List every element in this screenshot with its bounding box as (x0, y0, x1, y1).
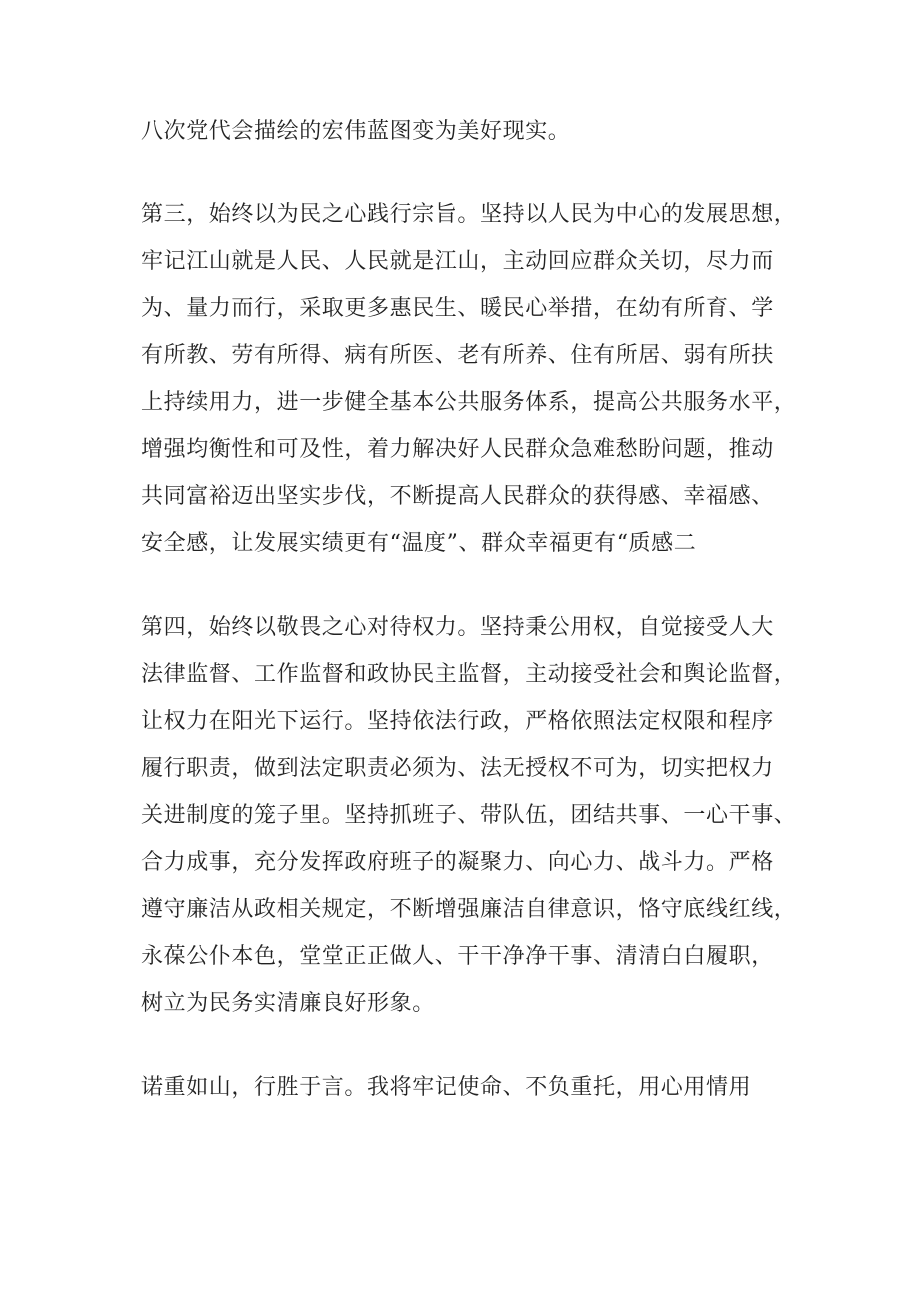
paragraph-line: 八次党代会描绘的宏伟蓝图变为美好现实。 (141, 119, 571, 144)
paragraph-line: 安全感，让发展实绩更有“温度”、群众幸福更有“质感二 (141, 531, 697, 556)
paragraph-line: 共同富裕迈出坚实步伐，不断提高人民群众的获得感、幸福感、 (141, 484, 774, 509)
paragraph-line: 增强均衡性和可及性，着力解决好人民群众急难愁盼问题，推动 (141, 437, 774, 462)
paragraph-line: 履行职责，做到法定职责必须为、法无授权不可为，切实把权力 (141, 756, 774, 781)
paragraph-line: 有所教、劳有所得、病有所医、老有所养、住有所居、弱有所扶 (141, 343, 774, 368)
paragraph-line: 牢记江山就是人民、人民就是江山，主动回应群众关切，尽力而 (141, 249, 774, 274)
paragraph-line: 让权力在阳光下运行。坚持依法行政，严格依照法定权限和程序 (141, 709, 774, 734)
paragraph-line: 第三，始终以为民之心践行宗旨。坚持以人民为中心的发展思想， (141, 202, 797, 227)
paragraph-line: 为、量力而行，采取更多惠民生、暖民心举措，在幼有所育、学 (141, 296, 774, 321)
paragraph-line: 上持续用力，进一步健全基本公共服务体系，提高公共服务水平， (141, 390, 797, 415)
paragraph-line: 树立为民务实清廉良好形象。 (141, 991, 435, 1016)
paragraph-line: 关进制度的笼子里。坚持抓班子、带队伍，团结共事、一心干事、 (141, 803, 797, 828)
paragraph-line: 永葆公仆本色，堂堂正正做人、干干净净干事、清清白白履职， (141, 944, 774, 969)
paragraph-line: 合力成事，充分发挥政府班子的凝聚力、向心力、战斗力。严格 (141, 850, 774, 875)
paragraph-line: 第四，始终以敬畏之心对待权力。坚持秉公用权，自觉接受人大 (141, 615, 774, 640)
paragraph-line: 法律监督、工作监督和政协民主监督，主动接受社会和舆论监督， (141, 662, 797, 687)
paragraph-line: 遵守廉洁从政相关规定，不断增强廉洁自律意识，恪守底线红线， (141, 897, 797, 922)
paragraph-line: 诺重如山，行胜于言。我将牢记使命、不负重托，用心用情用 (141, 1075, 752, 1100)
